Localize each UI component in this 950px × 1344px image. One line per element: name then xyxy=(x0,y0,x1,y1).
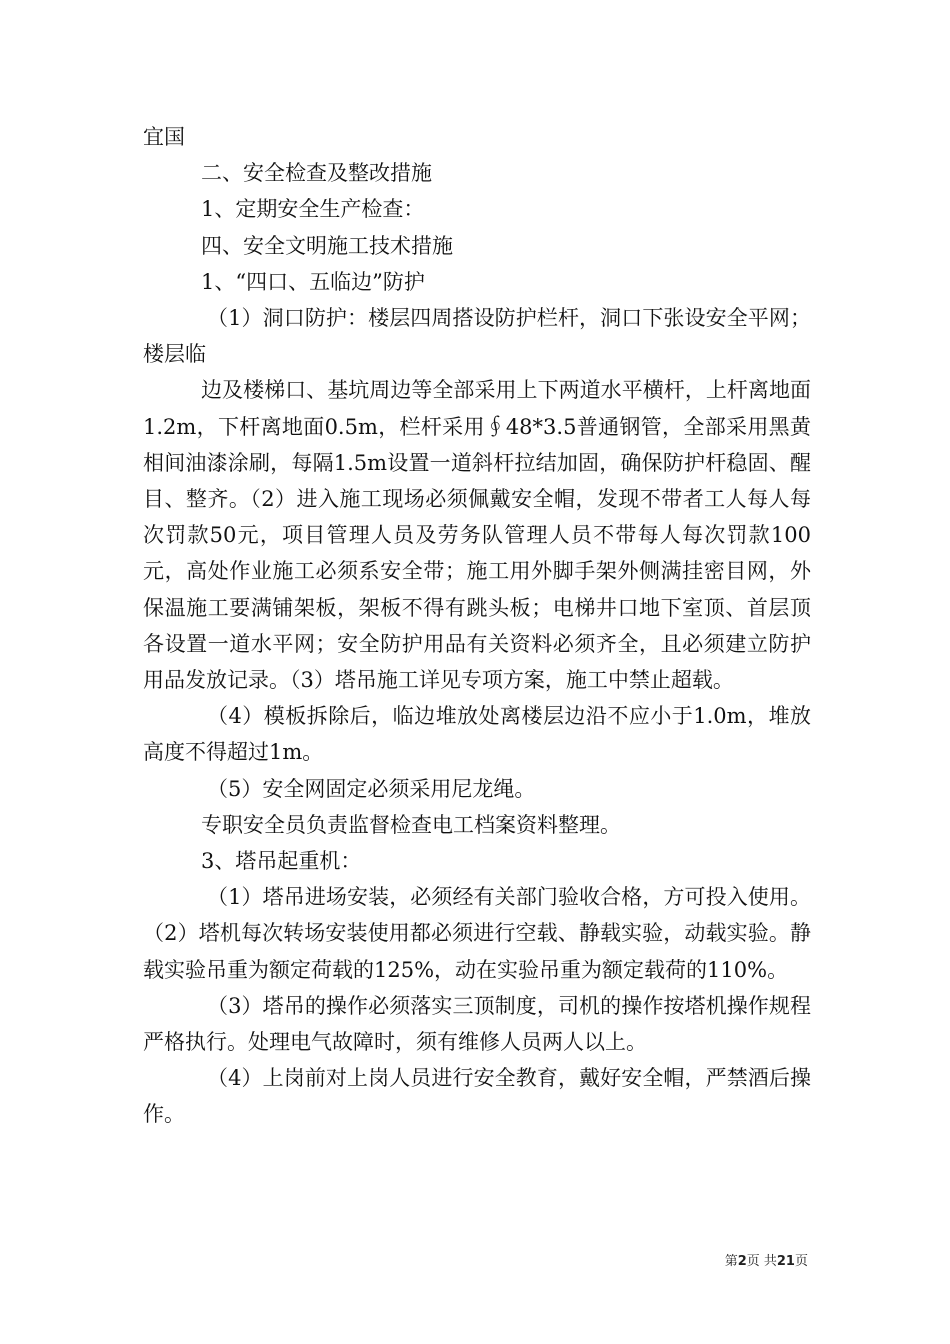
page-footer xyxy=(660,1250,808,1269)
paragraph: （3）塔吊的操作必须落实三顶制度，司机的操作按塔机操作规程严格执行。处理电气故障时，须有维修人员两人以上。 xyxy=(143,993,811,1055)
paragraph: （1）塔吊进场安装，必须经有关部门验收合格，方可投入使用。（2）塔机每次转场安装使用都必须进行空载、静载实验，动载实验。静载实验吊重为额定荷载的125%，动在实验吊重为额定载荷的110%。 xyxy=(143,885,811,982)
paragraph: 专职安全员负责监督检查电工档案资料整理。 xyxy=(201,812,621,837)
paragraph: 宜国 xyxy=(143,125,185,149)
subsection-heading: 1、“四口、五临边”防护 xyxy=(201,269,425,294)
section-heading: 四、安全文明施工技术措施 xyxy=(201,233,453,258)
paragraph: （4）上岗前对上岗人员进行安全教育，戴好安全帽，严禁酒后操作。 xyxy=(143,1066,811,1127)
paragraph: （5）安全网固定必须采用尼龙绳。 xyxy=(207,776,536,801)
paragraph: 边及楼梯口、基坑周边等全部采用上下两道水平横杆，上杆离地面1.2m，下杆离地面0.5m，栏杆采用∮48*3.5普通钢管，全部采用黑黄相间油漆涂刷，每隔1.5m设置一道斜杆拉结加固，确保防护杆稳固、醒目、整齐。（2）进入施工现场必须佩戴安全帽，发现不带者工人每人每次罚款50元，项目管理人员及劳务队管理人员不带每人每次罚款100元，高处作业施工必须系安全带；施工用外脚手架外侧满挂密目网，外保温施工要满铺架板，架板不得有跳头板；电梯井口地下室顶、首层顶各设置一道水平网；安全防护用品有关资料必须齐全，且必须建立防护用品发放记录。（3）塔吊施工详见专项方案，施工中禁止超载。 xyxy=(143,378,811,693)
footer-middle: 页 共 xyxy=(746,1254,777,1269)
subsection-heading: 3、塔吊起重机： xyxy=(201,849,362,874)
document-body xyxy=(143,119,811,1133)
footer-prefix: 第 xyxy=(724,1254,738,1269)
paragraph: （1）洞口防护：楼层四周搭设防护栏杆，洞口下张设安全平网；楼层临 xyxy=(143,306,811,367)
current-page-number: 2 xyxy=(737,1254,747,1269)
total-pages-number: 21 xyxy=(776,1254,795,1269)
footer-suffix: 页 xyxy=(794,1254,808,1269)
paragraph: （4）模板拆除后，临边堆放处离楼层边沿不应小于1.0m，堆放高度不得超过1m。 xyxy=(143,704,811,765)
section-heading: 二、安全检查及整改措施 xyxy=(201,161,432,186)
subsection-heading: 1、定期安全生产检查： xyxy=(201,197,425,222)
